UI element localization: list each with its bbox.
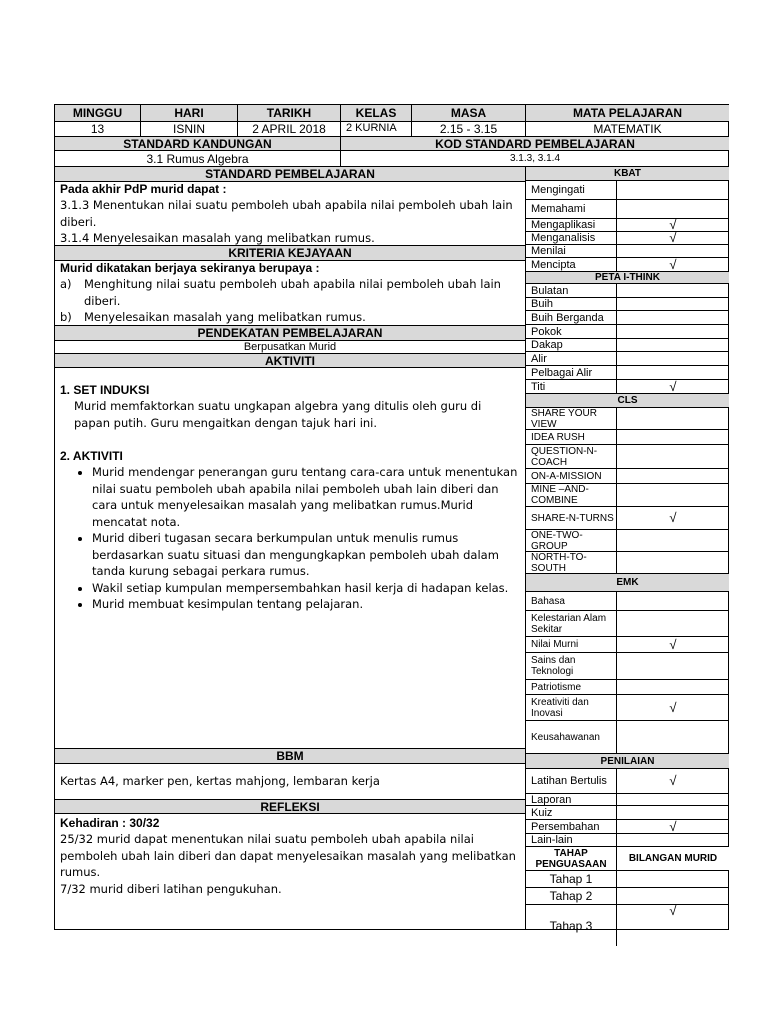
cls-label: QUESTION-N-COACH [526,445,617,469]
check-mark-icon [617,352,729,366]
list-item: • Murid membuat kesimpulan tentang pelajaran. [92,596,520,613]
emk-label: EMK [526,574,729,592]
cls-label: SHARE-N-TURNS [526,507,617,530]
check-mark-icon [617,834,729,847]
peta-label: PETA I-THINK [526,272,729,284]
bbm-label: BBM [55,749,526,764]
kriteria-content [55,261,526,326]
kbat-label: Mencipta [526,258,617,272]
header-kelas: KELAS [341,105,412,122]
check-mark-icon: √ [617,219,729,232]
penilaian-label: Kuiz [526,806,617,820]
peta-label: Pelbagai Alir [526,366,617,380]
kbat-label: Mengingati [526,181,617,200]
header-masa: MASA [412,105,526,122]
check-mark-icon: √ [669,905,677,918]
cls-label: ON-A-MISSION [526,469,617,484]
kbat-label: Mengaplikasi [526,219,617,232]
standard-pembelajaran-content [55,182,526,246]
check-mark-icon [617,311,729,325]
penilaian-label: Persembahan [526,820,617,834]
check-mark-icon: √ [617,769,729,794]
check-mark-icon [617,680,729,695]
header-hari: HARI [141,105,238,122]
check-mark-icon: √ [617,820,729,834]
kbat-label: KBAT [526,167,729,181]
check-mark-icon [617,721,729,754]
check-mark-icon [617,888,729,905]
kbat-label: Menilai [526,245,617,258]
check-mark-icon [617,871,729,888]
peta-label: Buih [526,298,617,311]
emk-label: Bahasa [526,592,617,611]
list-item: • Murid diberi tugasan secara berkumpulan untuk menulis rumus berdasarkan suatu situasi dan mengungkapkan pemboleh ubah dalam tanda kurung sebagai perkara rumus. [92,530,520,580]
aktiviti-list [60,464,520,613]
check-mark-icon [617,794,729,806]
aktiviti-title: 2. AKTIVITI [60,449,123,463]
list-item: • Murid mendengar penerangan guru tentang cara-cara untuk menentukan nilai suatu pemboleh ubah apabila nilai pemboleh ubah lain diberi dan cara untuk menyelesaikan masalah yang melibatkan rumus.Murid mencatat nota. [92,464,520,530]
value-minggu: 13 [55,122,141,137]
header-mata-pelajaran: MATA PELAJARAN [526,105,729,122]
check-mark-icon [617,530,729,552]
check-mark-icon: √ [617,380,729,394]
peta-label: Pokok [526,325,617,339]
kriteria-text: Menyelesaikan masalah yang melibatkan rumus. [84,310,366,324]
cls-label: MINE –AND-COMBINE [526,484,617,507]
check-mark-icon [617,366,729,380]
check-mark-icon [617,200,729,219]
check-mark-icon: √ [617,637,729,653]
check-mark-icon [617,484,729,507]
emk-label: Patriotisme [526,680,617,695]
peta-label: Buih Berganda [526,311,617,325]
kriteria-label: KRITERIA KEJAYAAN [55,246,526,261]
kriteria-text: Menghitung nilai suatu pemboleh ubah apabila nilai pemboleh ubah lain diberi. [84,277,501,308]
tahap-header: TAHAP PENGUASAAN [526,847,617,871]
peta-label: Alir [526,352,617,366]
cls-label: NORTH-TO-SOUTH [526,552,617,574]
refleksi-kehadiran: Kehadiran : 30/32 [60,816,160,830]
kriteria-item-a [60,276,520,309]
header-tarikh: TARIKH [238,105,341,122]
kbat-label: Memahami [526,200,617,219]
cls-label: SHARE YOUR VIEW [526,408,617,430]
kriteria-intro: Murid dikatakan berjaya sekiranya berupaya : [60,261,320,275]
lesson-plan-sheet [54,104,729,933]
pendekatan-label: PENDEKATAN PEMBELAJARAN [55,326,526,341]
value-mata-pelajaran: MATEMATIK [526,122,729,137]
check-mark-icon [617,552,729,574]
kod-standard-label: KOD STANDARD PEMBELAJARAN [341,137,729,151]
list-item: • Wakil setiap kumpulan mempersembahkan hasil kerja di hadapan kelas. [92,580,520,597]
value-masa: 2.15 - 3.15 [412,122,526,137]
emk-label: Kelestarian Alam Sekitar [526,611,617,637]
standard-intro: Pada akhir PdP murid dapat : [60,182,227,196]
emk-label: Sains dan Teknologi [526,653,617,680]
set-induksi-text: Murid memfaktorkan suatu ungkapan algebra yang ditulis oleh guru di papan putih. Guru mengaitkan dengan tajuk hari ini. [74,399,482,430]
value-kelas: 2 KURNIA [341,122,412,137]
check-mark-icon [617,806,729,820]
cls-label: IDEA RUSH [526,430,617,445]
check-mark-icon [617,592,729,611]
tahap-label: Tahap 2 [526,888,617,905]
emk-label: Keusahawanan [526,721,617,754]
check-mark-icon [617,339,729,352]
penilaian-label: PENILAIAN [526,754,729,769]
penilaian-label: Laporan [526,794,617,806]
check-mark-icon [617,611,729,637]
standard-pembelajaran-label: STANDARD PEMBELAJARAN [55,167,526,182]
value-tarikh: 2 APRIL 2018 [238,122,341,137]
refleksi-para-2: 7/32 murid diberi latihan pengukuhan. [60,881,282,896]
value-hari: ISNIN [141,122,238,137]
kriteria-marker: b) [60,310,72,324]
header-minggu: MINGGU [55,105,141,122]
refleksi-label: REFLEKSI [55,800,526,814]
check-mark-icon: √ [617,232,729,245]
bbm-value: Kertas A4, marker pen, kertas mahjong, lembaran kerja [55,764,526,800]
check-mark-icon [617,408,729,430]
emk-label: Nilai Murni [526,637,617,653]
check-mark-icon: √ [617,695,729,721]
kod-standard-value: 3.1.3, 3.1.4 [341,151,729,167]
check-mark-icon [617,469,729,484]
cls-label: ONE-TWO-GROUP [526,530,617,552]
check-mark-icon [617,445,729,469]
check-mark-icon [617,325,729,339]
penilaian-label: Lain-lain [526,834,617,847]
check-mark-icon [617,245,729,258]
penilaian-label: Latihan Bertulis [526,769,617,794]
aktiviti-content [55,368,526,749]
peta-label: Bulatan [526,284,617,298]
peta-label: Titi [526,380,617,394]
check-mark-icon [617,181,729,200]
emk-label: Kreativiti dan Inovasi [526,695,617,721]
standard-kandungan-value: 3.1 Rumus Algebra [55,151,341,167]
cls-label: CLS [526,394,729,408]
check-mark-icon: √ [617,258,729,272]
aktiviti-label: AKTIVITI [55,354,526,368]
check-mark-icon: √ [617,507,729,530]
standard-kandungan-label: STANDARD KANDUNGAN [55,137,341,151]
check-mark-icon [617,653,729,680]
check-mark-icon [617,298,729,311]
tahap-label: Tahap 3 [526,905,617,946]
standard-item-1: 3.1.3 Menentukan nilai suatu pemboleh ubah apabila nilai pemboleh ubah lain diberi. [60,198,513,229]
pendekatan-value: Berpusatkan Murid [55,341,526,354]
peta-label: Dakap [526,339,617,352]
tahap-label: Tahap 1 [526,871,617,888]
bilangan-header: BILANGAN MURID [617,847,729,871]
standard-item-2: 3.1.4 Menyelesaikan masalah yang melibatkan rumus. [60,231,375,245]
kriteria-marker: a) [60,277,72,291]
kbat-label: Menganalisis [526,232,617,245]
set-induksi-title: 1. SET INDUKSI [60,383,150,397]
check-mark-icon [617,430,729,445]
check-mark-icon [617,284,729,298]
refleksi-content [55,814,526,930]
refleksi-para-1: 25/32 murid dapat menentukan nilai suatu pemboleh ubah apabila nilai pemboleh ubah lain diberi dan dapat menyelesaikan masalah yang melibatkan rumus. [60,832,516,879]
kriteria-item-b [60,309,520,326]
